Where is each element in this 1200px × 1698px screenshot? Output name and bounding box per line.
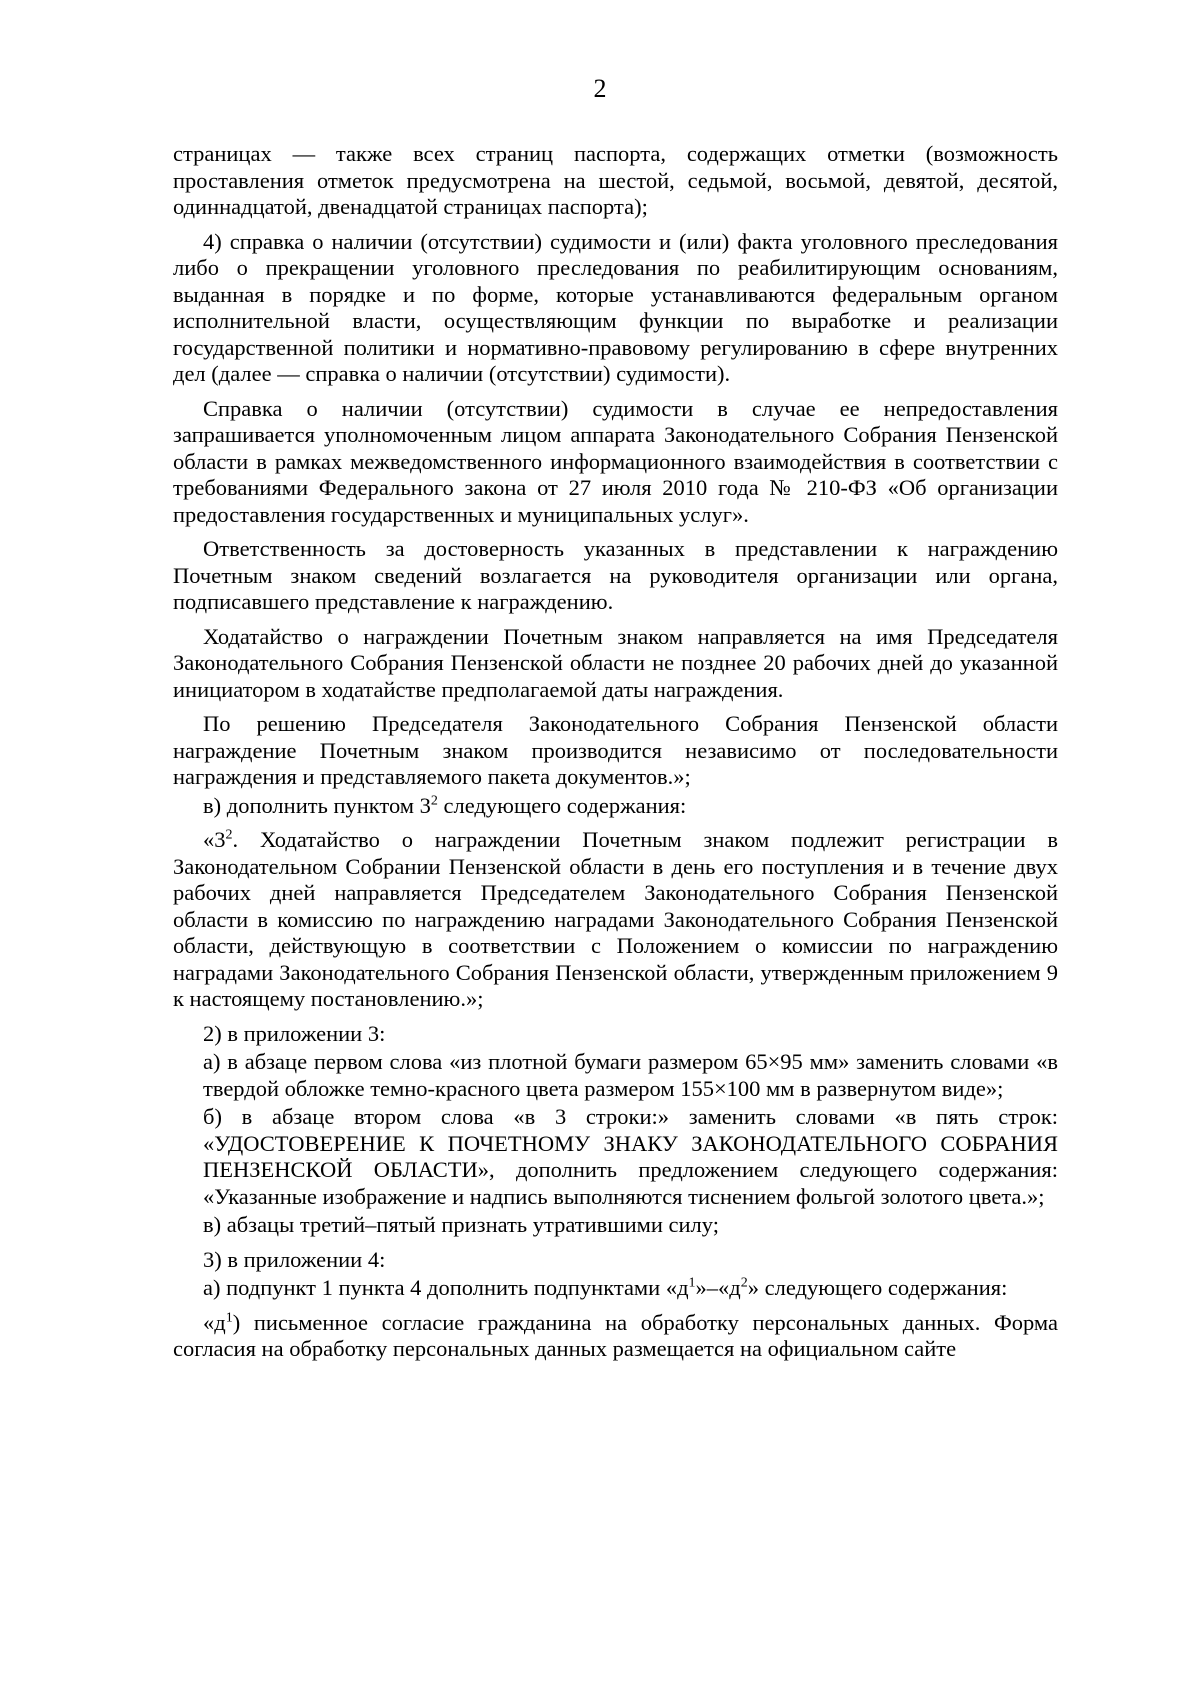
paragraph-appendix-4-a: а) подпункт 1 пункта 4 дополнить подпунктами «$д^1»-«д^2$» следующего содержания: [203, 1275, 1008, 1300]
paragraph-certificate-request: Справка о наличии (отсутствии) судимости в случае ее непредоставления запрашивается уполномоченным лицом аппарата Законодательного Собрания Пензенской области в рамках межведомственного информационного взаимодействия в соответствии с требованиями Федерального закона от 27 июля 2010 года № 210-ФЗ «Об организации предоставления государственных и муниципальных услуг». [173, 395, 1058, 527]
paragraph-chairman-decision: По решению Председателя Законодательного Собрания Пензенской области награждение Почетным знаком производится независимо от последовательности награждения и представляемого пакета документов.»; [173, 711, 1058, 789]
paragraph-appendix-3-a: а) в абзаце первом слова «из плотной бумаги размером 65×95 мм» заменить словами «в твердой обложке темно-красного цвета размером 155×100 мм в развернутом виде»; [203, 1049, 1058, 1101]
paragraph-appendix-3: 2) в приложении 3: [203, 1020, 386, 1046]
paragraph-appendix-4: 3) в приложении 4: [203, 1246, 386, 1272]
paragraph-appendix-3-c: в) абзацы третий–пятый признать утратившими силу; [203, 1212, 719, 1237]
paragraph-criminal-record-certificate: 4) справка о наличии (отсутствии) судимости и (или) факта уголовного преследования либо о прекращении уголовного преследования по реабилитирующим основаниям, выданная в порядке и по форме, которые устанавливаются федеральным органом исполнительной власти, осуществляющим функции по выработке и реализации государственной политики и нормативно-правовому регулированию в сфере внутренних дел (далее — справка о наличии (отсутствии) судимости). [173, 228, 1058, 386]
page-number: 2 [593, 74, 607, 103]
paragraph-appendix-3-b: б) в абзаце втором слова «в 3 строки:» заменить словами «в пять строк: «УДОСТОВЕРЕНИЕ К ПОЧЕТНОМУ ЗНАКУ ЗАКОНОДАТЕЛЬНОГО СОБРАНИЯ ПЕНЗЕНСКОЙ ОБЛАСТИ», дополнить предложением следующего содержания: «Указанные изображение и надпись выполняются тиснением фольгой золотого цвета.»; [203, 1104, 1058, 1209]
paragraph-passport-pages: страницах — также всех страниц паспорта, содержащих отметки (возможность проставления отметок предусмотрена на шестой, седьмой, восьмой, девятой, десятой, одиннадцатой, двенадцатой страницах паспорта); [173, 141, 1058, 219]
paragraph-amend-point-3-2: в) дополнить пунктом $3^2$ следующего содержания: [203, 792, 687, 818]
paragraph-petition-deadline: Ходатайство о награждении Почетным знаком направляется на имя Председателя Законодательного Собрания Пензенской области не позднее 20 рабочих дней до указанной инициатором в ходатайстве предполагаемой даты награждения. [173, 623, 1058, 702]
paragraph-point-3-2-text: «$3^2$. Ходатайство о награждении Почетным знаком подлежит регистрации в Законодательном Собрании Пензенской области в день его поступления и в течение двух рабочих дней направляется Председателем Законодательного Собрания Пензенской области в комиссию по награждению наградами Законодательного Собрания Пензенской области, действующую в соответствии с Положением о комиссии по награждению наградами Законодательного Собрания Пензенской области, утвержденным приложением 9 к настоящему постановлению.»; [173, 827, 1058, 1011]
paragraph-responsibility: Ответственность за достоверность указанных в представлении к награждению Почетным знаком сведений возлагается на руководителя организации или органа, подписавшего представление к награждению. [173, 536, 1058, 614]
document-body [173, 141, 1058, 1371]
paragraph-consent-personal-data: «$д^1$) письменное согласие гражданина на обработку персональных данных. Форма согласия на обработку персональных данных размещается на официальном сайте [173, 1309, 1058, 1361]
